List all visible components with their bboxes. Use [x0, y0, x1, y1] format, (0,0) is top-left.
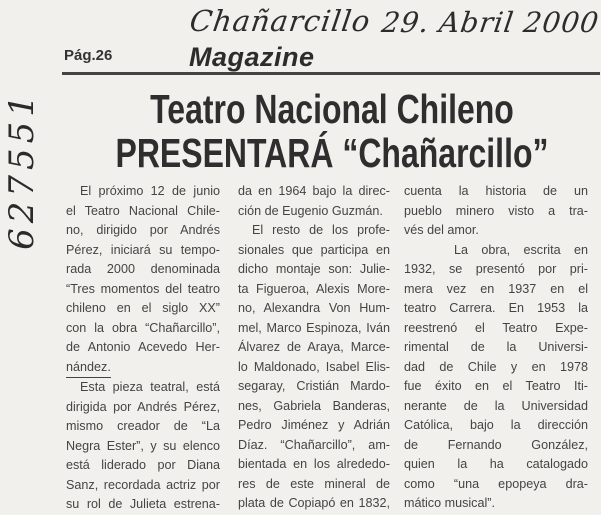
text-line: ción de Eugenio Guzmán. — [238, 203, 383, 218]
text-line: “Tres momentos del teatro — [66, 281, 220, 296]
text-line: chileno en el siglo XX” — [66, 301, 220, 315]
text-line: vés del amor. — [404, 223, 479, 237]
text-line: Álvarez de Araya, Marce- — [238, 340, 390, 354]
page-number: Pág.26 — [64, 47, 113, 64]
handwritten-catalog-id: 627551 — [1, 90, 42, 250]
text-line: como “una epopeya dra- — [404, 476, 588, 491]
handwritten-title: Chañarcillo — [187, 4, 373, 38]
text-line: de Fernando González, — [404, 437, 588, 452]
text-line: no, Alexandra Von Hum- — [238, 301, 390, 315]
text-line: cuenta la historia de un — [404, 184, 588, 198]
text-line: La obra, escrita en — [454, 242, 588, 257]
text-line: Católica, bajo la dirección — [404, 418, 588, 432]
text-line: rimental de la Universi- — [404, 340, 588, 354]
text-line: res de este mineral de — [238, 476, 390, 491]
text-line: el Teatro Nacional Chile- — [66, 203, 220, 218]
text-line: reestrenó el Teatro Expe- — [404, 320, 588, 335]
text-line: plata de Copiapó en 1832, — [238, 496, 390, 510]
text-line: mera vez en 1937 en el — [404, 281, 588, 296]
text-line: Esta pieza teatral, está — [80, 380, 220, 394]
text-line: pueblo minero visto a tra- — [404, 203, 588, 218]
text-line: con la obra “Chañarcillo”, — [66, 320, 220, 335]
text-line: 1932, se presentó por pri- — [404, 262, 588, 276]
text-line: Díaz. “Chañarcillo”, am- — [238, 437, 390, 452]
text-line: segaray, Cristián Mardo- — [238, 379, 390, 393]
text-line: mismo creador de “La — [66, 419, 220, 433]
text-line: rada 2000 denominada — [66, 262, 220, 276]
text-line: ta Figueroa, Alexis More- — [238, 281, 390, 296]
text-line: no, dirigido por Andrés — [66, 223, 220, 237]
text-line: fue éxito en el Teatro Iti- — [404, 379, 588, 393]
section-name: Magazine — [189, 42, 315, 72]
text-line: El resto de los profe- — [252, 223, 390, 237]
text-line: sionales que participa en — [238, 242, 390, 257]
text-line: dicho montaje son: Julie- — [238, 262, 390, 276]
text-line: Pedro Jiménez y Adrián — [238, 418, 390, 432]
text-line: bientada en los alrededo- — [238, 457, 390, 471]
article-column-2 — [238, 182, 390, 514]
article-column-1 — [66, 182, 220, 515]
text-line: mel, Marco Espinoza, Iván — [238, 320, 390, 335]
text-line: Negra Ester”, y su elenco — [66, 438, 220, 453]
text-line: dirigida por Andrés Pérez, — [66, 399, 220, 414]
text-line: está liderado por Diana — [66, 458, 220, 472]
text-line: Sanz, recordada actriz por — [66, 477, 220, 492]
text-line: nes, Gabriela Banderas, — [238, 398, 390, 413]
text-line: da en 1964 bajo la direc- — [238, 184, 390, 198]
text-line: El próximo 12 de junio — [80, 184, 220, 198]
text-line: dad de Chile y en 1978 — [404, 359, 588, 374]
text-line: mático musical”. — [404, 496, 495, 510]
text-line: lo Maldonado, Isabel Elis- — [238, 359, 390, 374]
handwritten-date: 29. Abril 2000 — [379, 6, 601, 39]
text-line: nández. — [66, 358, 111, 379]
article-column-3 — [404, 182, 588, 514]
section-divider — [62, 72, 600, 75]
text-line: nerante de la Universidad — [404, 398, 588, 413]
text-line: quien la ha catalogado — [404, 457, 588, 471]
text-line: de Antonio Acevedo Her- — [66, 340, 220, 354]
text-line: teatro Carrera. En 1953 la — [404, 301, 588, 315]
text-line: Pérez, iniciará su tempo- — [66, 242, 220, 257]
text-line: su rol de Julieta estrena- — [66, 497, 220, 511]
headline-line-2: PRESENTARÁ “Chañarcillo” — [115, 130, 549, 176]
headline-line-1: Teatro Nacional Chileno — [150, 86, 514, 132]
